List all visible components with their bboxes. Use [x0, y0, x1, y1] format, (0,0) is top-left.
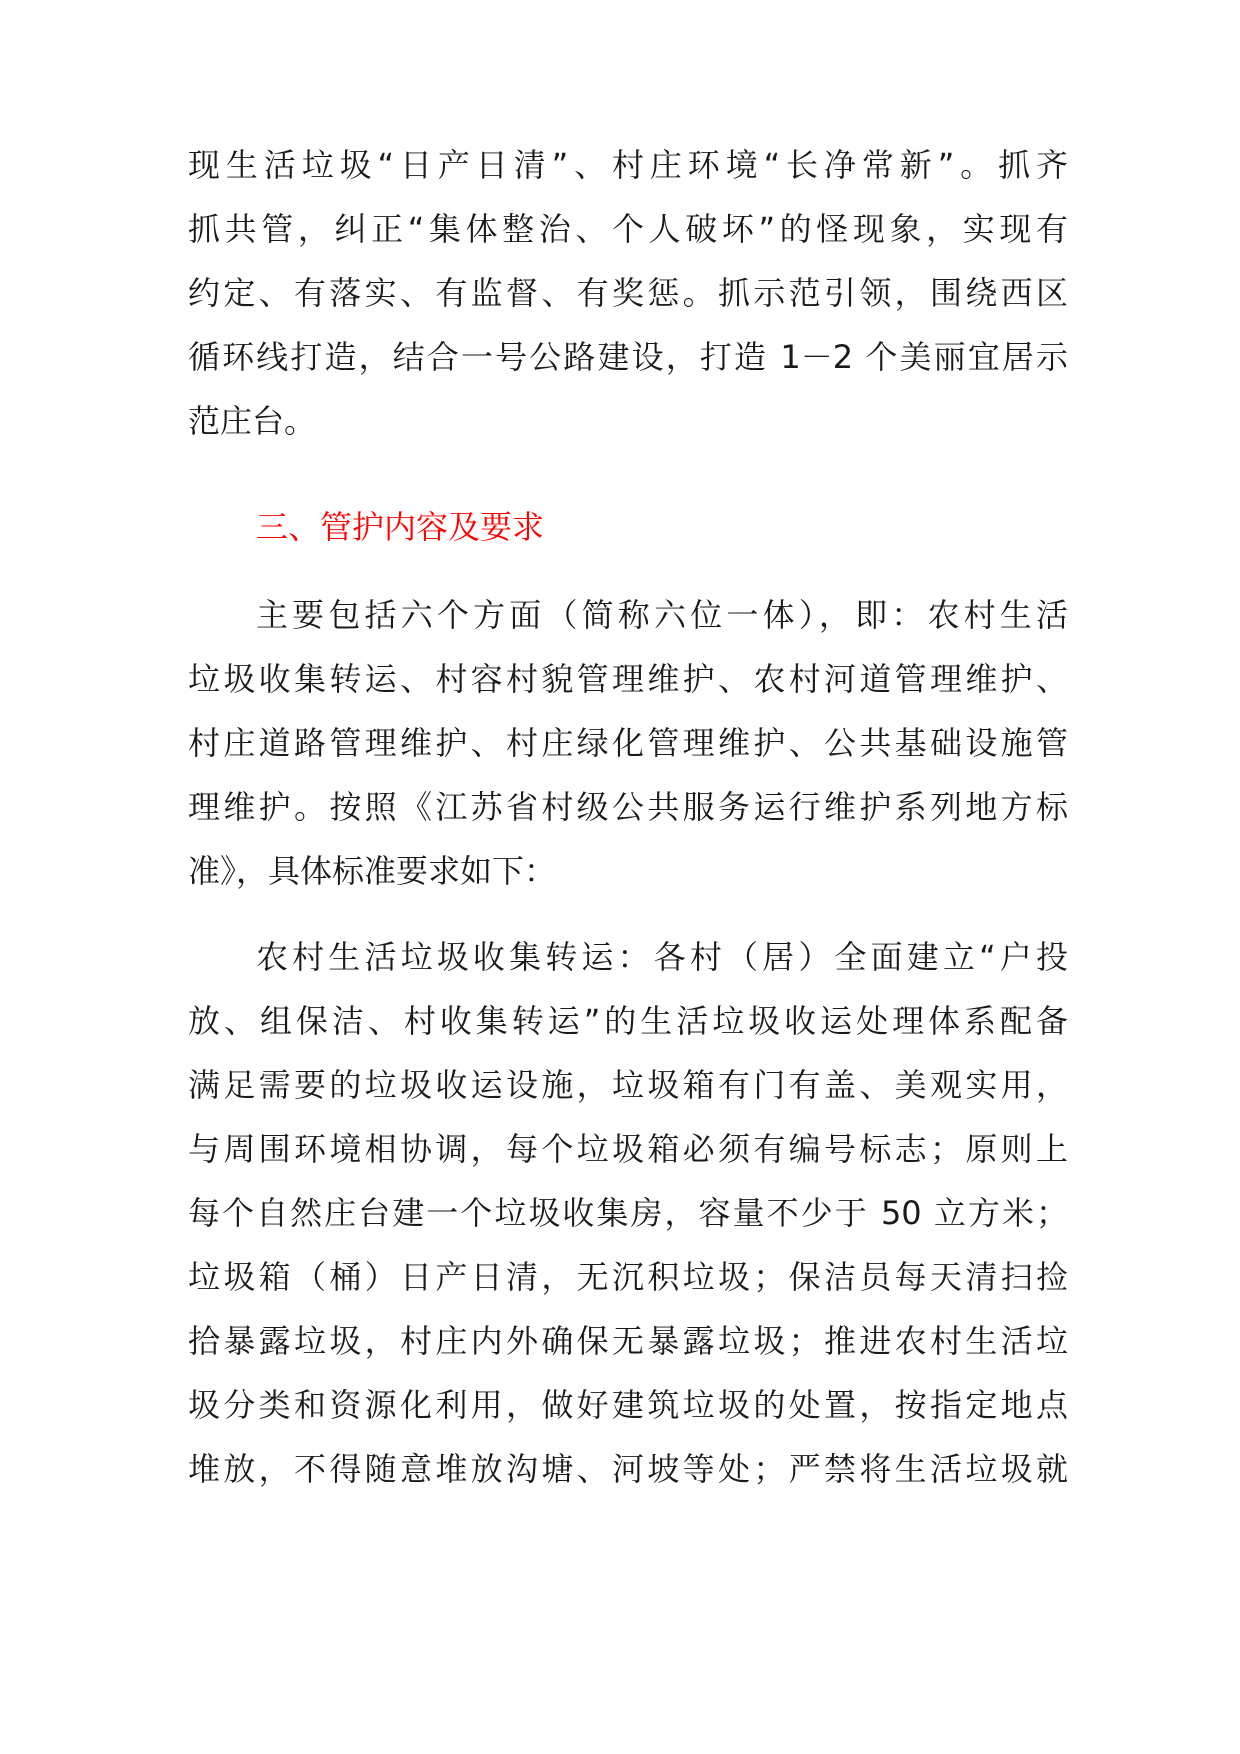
paragraph-1-line-5: 范庄台。 [188, 402, 317, 440]
paragraph-1-line-3: 约定、有落实、有监督、有奖惩。抓示范引领，围绕西区 [188, 274, 1068, 312]
paragraph-1-line-1: 现生活垃圾“日产日清”、村庄环境“长净常新”。抓齐 [188, 146, 1068, 184]
paragraph-2-line-5: 准》，具体标准要求如下： [188, 852, 557, 890]
paragraph-3-line-9: 堆放，不得随意堆放沟塘、河坡等处；严禁将生活垃圾就 [188, 1450, 1068, 1488]
paragraph-3-line-7: 拾暴露垃圾，村庄内外确保无暴露垃圾；推进农村生活垃 [188, 1322, 1068, 1360]
paragraph-1-line-2: 抓共管，纠正“集体整治、个人破坏”的怪现象，实现有 [188, 210, 1068, 248]
paragraph-3-line-3: 满足需要的垃圾收运设施，垃圾箱有门有盖、美观实用， [188, 1066, 1068, 1104]
paragraph-2-line-3: 村庄道路管理维护、村庄绿化管理维护、公共基础设施管 [188, 724, 1068, 762]
paragraph-3-line-6: 垃圾箱（桶）日产日清，无沉积垃圾；保洁员每天清扫捡 [188, 1258, 1068, 1296]
paragraph-3-line-5: 每个自然庄台建一个垃圾收集房，容量不少于 50 立方米； [188, 1194, 1068, 1232]
paragraph-1-line-4: 循环线打造，结合一号公路建设，打造 1－2 个美丽宜居示 [188, 338, 1068, 376]
section-heading: 三、管护内容及要求 [256, 508, 545, 546]
paragraph-3-line-4: 与周围环境相协调，每个垃圾箱必须有编号标志；原则上 [188, 1130, 1068, 1168]
paragraph-3-line-1: 农村生活垃圾收集转运：各村（居）全面建立“户投 [256, 938, 1068, 976]
paragraph-2-line-1: 主要包括六个方面（简称六位一体），即：农村生活 [256, 596, 1068, 634]
paragraph-3-line-2: 放、组保洁、村收集转运”的生活垃圾收运处理体系配备 [188, 1002, 1068, 1040]
paragraph-2-line-4: 理维护。按照《江苏省村级公共服务运行维护系列地方标 [188, 788, 1068, 826]
paragraph-3-line-8: 圾分类和资源化利用，做好建筑垃圾的处置，按指定地点 [188, 1386, 1068, 1424]
paragraph-2-line-2: 垃圾收集转运、村容村貌管理维护、农村河道管理维护、 [188, 660, 1068, 698]
